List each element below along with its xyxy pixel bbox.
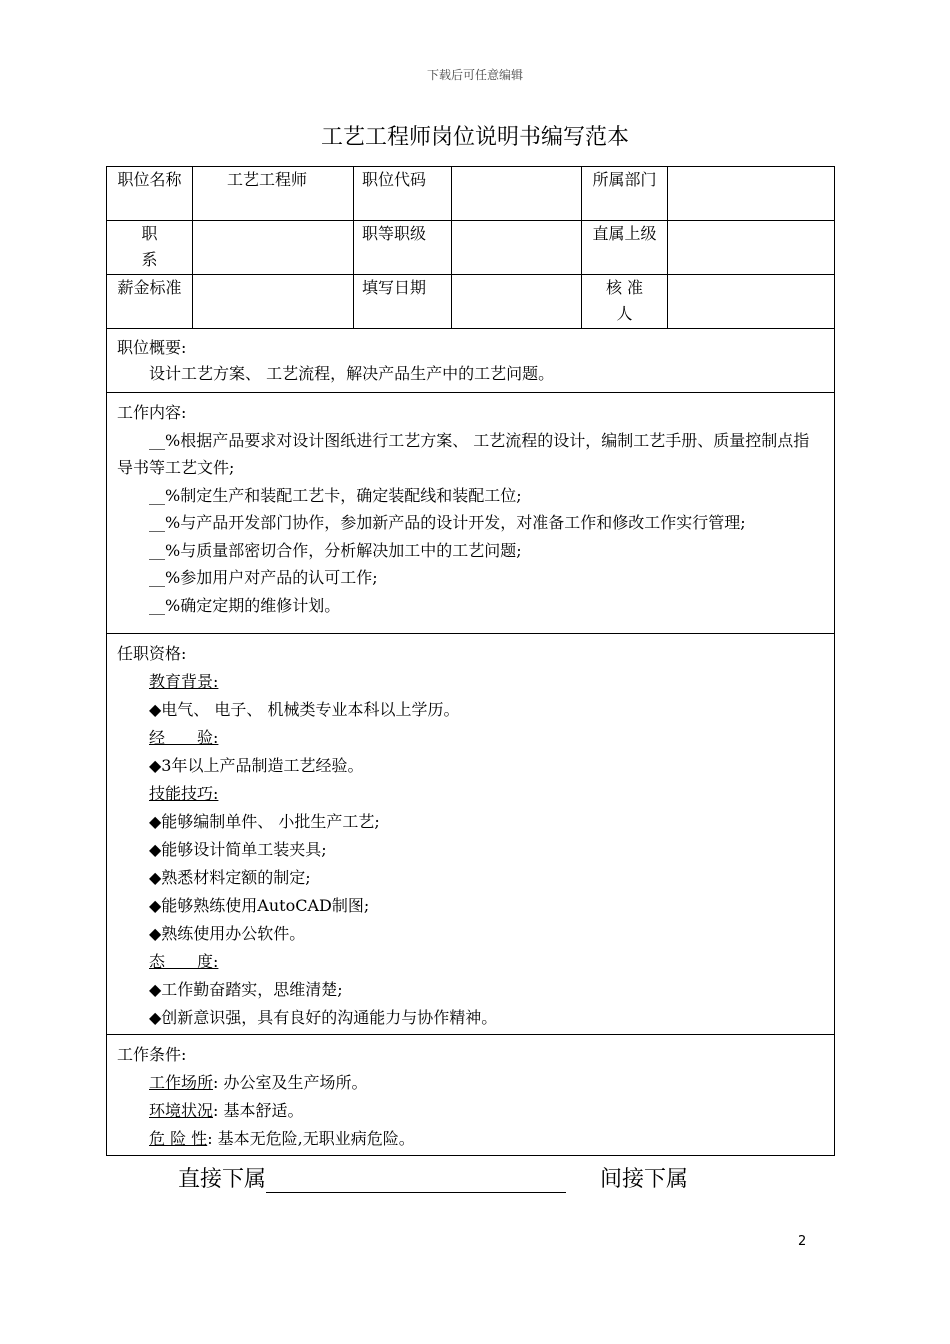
experience-item: ◆3年以上产品制造工艺经验。 bbox=[149, 756, 364, 775]
environment-value: : 基本舒适。 bbox=[213, 1101, 304, 1120]
table-row bbox=[107, 275, 835, 329]
approver-value bbox=[668, 275, 835, 329]
conditions-heading: 工作条件: bbox=[117, 1045, 187, 1064]
table-row bbox=[107, 221, 835, 275]
duty-item: __%根据产品要求对设计图纸进行工艺方案、 工艺流程的设计，编制工艺手册、质量控制点指导书等工艺文件; bbox=[117, 430, 810, 477]
label-cell: 职位名称 bbox=[107, 167, 193, 221]
skill-item: ◆能够设计简单工装夹具; bbox=[149, 840, 327, 859]
attitude-item: ◆创新意识强，具有良好的沟通能力与协作精神。 bbox=[149, 1008, 498, 1027]
duty-item: __%确定定期的维修计划。 bbox=[149, 595, 341, 615]
qualifications-section bbox=[107, 634, 835, 1035]
education-label: 教育背景: bbox=[149, 672, 219, 691]
job-description-table bbox=[106, 166, 835, 1156]
salary-value bbox=[193, 275, 354, 329]
job-grade-value bbox=[452, 221, 582, 275]
risk-line bbox=[117, 1125, 824, 1153]
experience-label: 经 验: bbox=[149, 728, 219, 747]
education-item: ◆电气、 电子、 机械类专业本科以上学历。 bbox=[149, 700, 460, 719]
summary-text: 设计工艺方案、 工艺流程，解决产品生产中的工艺问题。 bbox=[149, 364, 555, 383]
label-cell: 核 准 人 bbox=[582, 275, 668, 329]
department-value bbox=[668, 167, 835, 221]
label-cell: 所属部门 bbox=[582, 167, 668, 221]
skill-item: ◆熟练使用办公软件。 bbox=[149, 924, 306, 943]
duty-item: __%参加用户对产品的认可工作; bbox=[149, 568, 378, 587]
environment-label: 环境状况 bbox=[149, 1101, 214, 1120]
summary-section bbox=[107, 329, 835, 393]
conditions-section bbox=[107, 1035, 835, 1156]
qualifications-heading: 任职资格: bbox=[117, 644, 187, 663]
label-cell: 薪金标准 bbox=[107, 275, 193, 329]
supervisor-value bbox=[668, 221, 835, 275]
attitude-item: ◆工作勤奋踏实，思维清楚; bbox=[149, 980, 343, 999]
direct-subordinates-blank bbox=[266, 1170, 566, 1193]
environment-line bbox=[117, 1097, 824, 1125]
place-value: : 办公室及生产场所。 bbox=[213, 1073, 368, 1092]
attitude-label: 态 度: bbox=[149, 952, 219, 971]
direct-subordinates-label: 直接下属 bbox=[178, 1167, 267, 1192]
duty-item: __%制定生产和装配工艺卡，确定装配线和装配工位; bbox=[149, 485, 522, 505]
label-cell: 职系 bbox=[107, 221, 193, 275]
duty-item: __%与质量部密切合作，分析解决加工中的工艺问题; bbox=[149, 540, 522, 560]
label-cell: 职位代码 bbox=[354, 167, 452, 221]
skill-item: ◆能够熟练使用AutoCAD制图; bbox=[149, 896, 370, 915]
position-name-value: 工艺工程师 bbox=[193, 167, 354, 221]
skill-item: ◆能够编制单件、 小批生产工艺; bbox=[149, 812, 380, 831]
table-row bbox=[107, 167, 835, 221]
label-cell: 填写日期 bbox=[354, 275, 452, 329]
position-code-value bbox=[452, 167, 582, 221]
label-cell: 职等职级 bbox=[354, 221, 452, 275]
header-note: 下载后可任意编辑 bbox=[426, 68, 523, 82]
subordinates-line bbox=[178, 1162, 688, 1193]
place-line bbox=[117, 1069, 824, 1097]
job-family-value bbox=[193, 221, 354, 275]
fill-date-value bbox=[452, 275, 582, 329]
indirect-subordinates-label: 间接下属 bbox=[600, 1167, 689, 1192]
page-number: 2 bbox=[798, 1234, 807, 1249]
summary-heading: 职位概要: bbox=[117, 338, 187, 357]
label-cell: 直属上级 bbox=[582, 221, 668, 275]
risk-label: 危 险 性 bbox=[149, 1129, 208, 1148]
duties-heading: 工作内容: bbox=[117, 403, 187, 422]
risk-value: : 基本无危险,无职业病危险。 bbox=[207, 1129, 415, 1148]
duties-section bbox=[107, 393, 835, 634]
skill-item: ◆熟悉材料定额的制定; bbox=[149, 868, 311, 887]
skills-label: 技能技巧: bbox=[149, 784, 219, 803]
duty-item: __%与产品开发部门协作，参加新产品的设计开发，对准备工作和修改工作实行管理; bbox=[149, 513, 746, 532]
document-title: 工艺工程师岗位说明书编写范本 bbox=[320, 125, 629, 150]
place-label: 工作场所 bbox=[149, 1073, 214, 1092]
